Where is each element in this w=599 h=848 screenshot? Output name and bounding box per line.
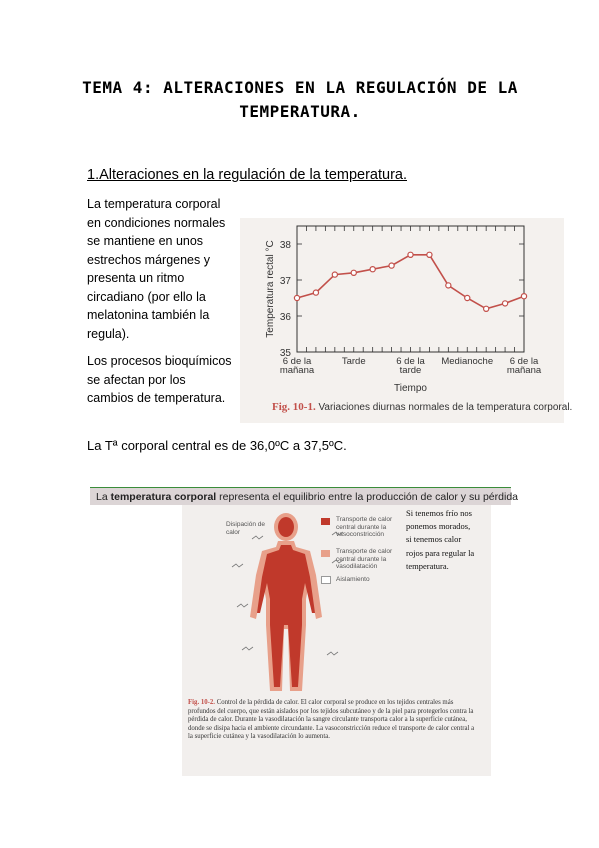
body-caption-text: Control de la pérdida de calor. El calor corporal se produce en los tejidos centrales más profundos del cuerpo, que están aislados por los tejidos subcutáneo y de la piel para protegerlos contra la pérdida de calor. Durante la vasodilatación la sangre circulante transporta calor a la superficie cutánea, donde se disipa hacia el ambiente circundante. La vasoconstricción reduce el transporte de calor central a la superficie cutánea y la vasodilatación lo aumenta.	[188, 699, 475, 741]
paragraph-circadian: La temperatura corporal en condiciones normales se mantiene en unos estrechos márgenes y presenta un ritmo circadiano (por ello la melatonina también la regula).	[87, 197, 226, 341]
y-tick-label: 38	[279, 240, 291, 251]
temperature-point	[446, 283, 451, 288]
paragraph-biochemical: Los procesos bioquímicos se afectan por los cambios de temperatura.	[87, 354, 232, 405]
human-body-silhouette	[250, 513, 322, 691]
x-axis-label: Tiempo	[394, 383, 427, 394]
label-heat-dissipation: Disipación de calor	[226, 521, 266, 536]
legend-swatch-vasodilation	[321, 550, 330, 557]
temperature-point	[370, 267, 375, 272]
chart-caption-text: Variaciones diurnas normales de la temperatura corporal.	[318, 402, 573, 413]
chart-caption-fig: Fig. 10-1.	[272, 401, 316, 413]
temperature-chart	[240, 218, 564, 400]
temperature-point	[502, 301, 507, 306]
x-tick-label: Medianoche	[441, 356, 494, 367]
body-caption-fig: Fig. 10-2.	[188, 699, 215, 706]
section-heading: 1.Alteraciones en la regulación de la temperatura.	[87, 167, 407, 183]
legend-insulation: Aislamiento	[336, 576, 370, 583]
temperature-point	[521, 294, 526, 299]
legend-swatch-vasoconstriction	[321, 518, 330, 525]
temperature-point	[465, 295, 470, 300]
x-tick-label: 6 de la mañana	[279, 356, 315, 376]
side-note: Si tenemos frío nos ponemos morados, si tenemos calor rojos para regular la temperatura.	[406, 508, 475, 571]
title-line-1: TEMA 4: ALTERACIONES EN LA REGULACIÓN DE LA	[82, 78, 518, 97]
temperature-point	[351, 270, 356, 275]
temperature-line	[297, 255, 524, 309]
banner-post: representa el equilibrio entre la producción de calor y su pérdida	[216, 491, 518, 503]
y-tick-label: 37	[279, 276, 291, 287]
legend-vasoconstriction: Transporte de calor central durante la vasoconstricción	[336, 516, 393, 538]
chart-plot-frame	[297, 226, 524, 352]
temperature-point	[313, 290, 318, 295]
banner-bold: temperatura corporal	[110, 491, 217, 503]
body-figure-caption	[188, 699, 478, 742]
temperature-point	[294, 295, 299, 300]
temperature-point	[332, 272, 337, 277]
title-line-2: TEMPERATURA.	[239, 102, 361, 121]
temperature-point	[408, 252, 413, 257]
x-tick-label: 6 de la mañana	[506, 356, 542, 376]
x-tick-label: 6 de la tarde	[396, 356, 425, 376]
figure-banner	[90, 487, 518, 505]
x-tick-label: Tarde	[341, 356, 366, 367]
y-tick-label: 35	[279, 348, 291, 359]
banner-pre: La	[96, 491, 111, 503]
chart-caption	[272, 401, 572, 413]
y-axis-label: Temperatura rectal °C	[265, 240, 276, 338]
y-tick-label: 36	[279, 312, 291, 323]
temperature-point	[484, 306, 489, 311]
temperature-chart-figure	[240, 218, 573, 423]
paragraph-core-temperature: La Tª corporal central es de 36,0ºC a 37,5ºC.	[87, 438, 347, 453]
legend-swatch-insulation	[321, 576, 331, 584]
document-title	[70, 76, 530, 124]
legend-vasodilation: Transporte de calor central durante la vasodilatación	[336, 548, 393, 570]
temperature-point	[389, 263, 394, 268]
temperature-point	[427, 252, 432, 257]
